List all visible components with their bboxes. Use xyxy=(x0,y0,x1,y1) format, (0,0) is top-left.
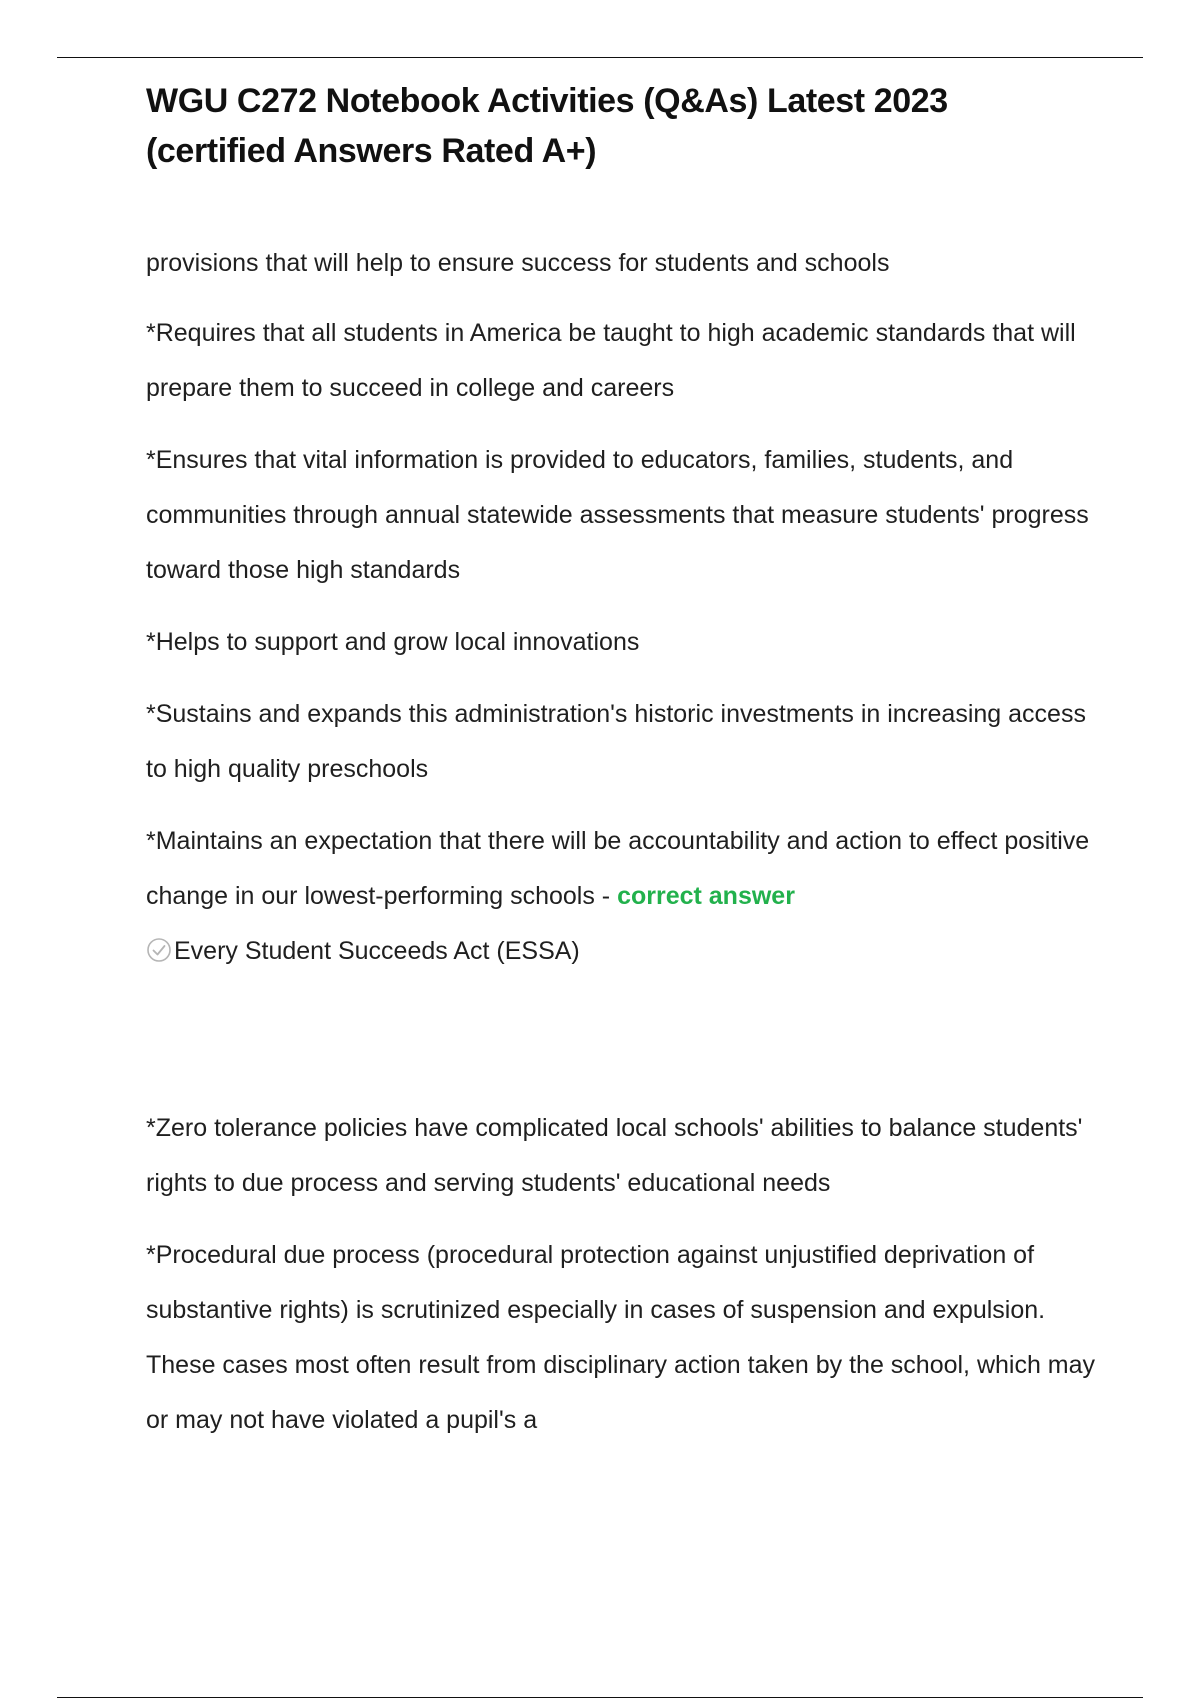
check-circle-icon xyxy=(146,928,172,954)
correct-answer-label: correct answer xyxy=(617,882,795,910)
document-title: WGU C272 Notebook Activities (Q&As) Latest 2023 (certified Answers Rated A+) xyxy=(146,82,948,170)
top-divider xyxy=(57,57,1143,58)
paragraph-ensures: *Ensures that vital information is provided to educators, families, students, and communities through annual statewide assessments that measure students' progress toward those high standards xyxy=(146,446,1089,584)
paragraph-zero-tolerance: *Zero tolerance policies have complicated local schools' abilities to balance students' rights to due process and serving students' educational needs xyxy=(146,1114,1083,1197)
section-spacer xyxy=(146,996,1096,1101)
answer-text: Every Student Succeeds Act (ESSA) xyxy=(174,937,580,965)
qa-block xyxy=(146,814,1096,979)
question-text: *Maintains an expectation that there will be accountability and action to effect positive change in our lowest-performing schools - xyxy=(146,827,1090,910)
document-body xyxy=(146,244,1096,1448)
paragraph-requires: *Requires that all students in America be taught to high academic standards that will prepare them to succeed in college and careers xyxy=(146,319,1076,402)
paragraph-helps: *Helps to support and grow local innovations xyxy=(146,628,640,656)
paragraph-sustains: *Sustains and expands this administration's historic investments in increasing access to high quality preschools xyxy=(146,700,1086,783)
paragraph-provisions: provisions that will help to ensure success for students and schools xyxy=(146,249,890,277)
paragraph-procedural-due-process: *Procedural due process (procedural protection against unjustified deprivation of substantive rights) is scrutinized especially in cases of suspension and expulsion. These cases most often result from disciplinary action taken by the school, which may or may not have violated a pupil's a xyxy=(146,1241,1096,1434)
bottom-divider xyxy=(57,1697,1143,1698)
document-page xyxy=(146,76,1096,1465)
